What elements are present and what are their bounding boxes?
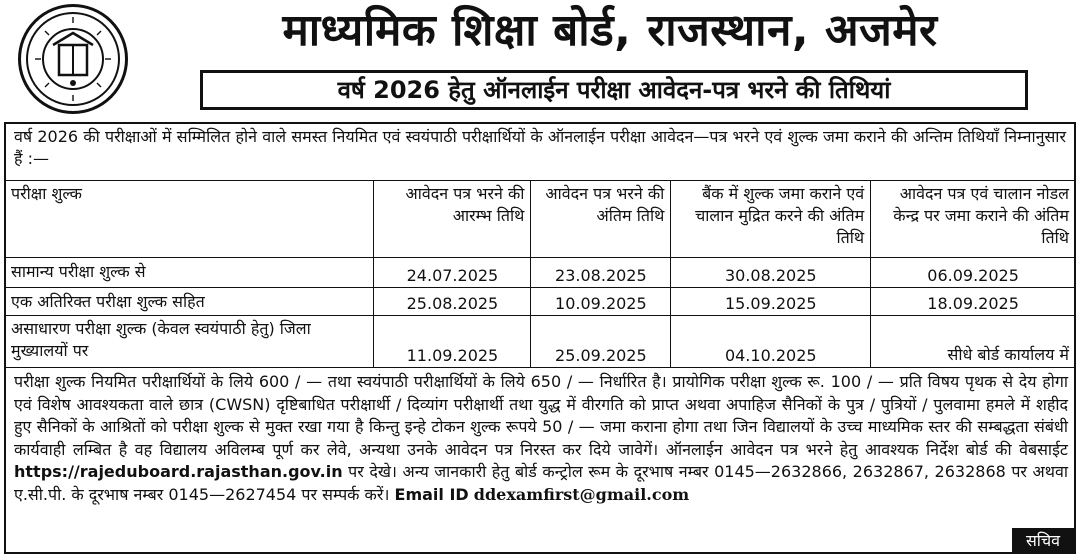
email-label: Email ID [394,484,469,504]
notice-subtitle: वर्ष 2026 हेतु ऑनलाईन परीक्षा आवेदन-पत्र भरने की तिथियां [200,70,1028,110]
column-header-nodal-date: आवेदन पत्र एवं चालान नोडल केन्द्र पर जमा कराने की अंतिम तिथि [871,181,1076,258]
table-cell: 15.09.2025 [671,288,871,316]
fee-notes [14,371,1068,506]
table-row [5,316,1076,368]
table-cell: 11.09.2025 [374,316,531,368]
column-header-start-date: आवेदन पत्र भरने की आरम्भ तिथि [374,181,531,258]
notice-header [0,0,1080,118]
table-row [5,258,1076,288]
table-row [5,288,1076,316]
email-link[interactable]: ddexamfirst@gmail.com [473,484,690,504]
signature-badge: सचिव [1012,528,1074,554]
table-cell: सीधे बोर्ड कार्यालय में [871,316,1076,368]
table-cell: 18.09.2025 [871,288,1076,316]
table-cell: 06.09.2025 [871,258,1076,288]
row-label: एक अतिरिक्त परीक्षा शुल्क सहित [5,288,374,316]
board-seal-icon [18,4,128,114]
contact-text: पर देखे। अन्य जानकारी हेतु बोर्ड कन्ट्रोल रूम के दूरभाष नम्बर 0145—2632866, 2632867, 2632868 पर अथवा ए.सी.पी. के दूरभाष नम्बर 0145—2627454 पर सम्पर्क करें। [14,462,1068,504]
column-header-fee: परीक्षा शुल्क [5,181,374,258]
table-cell: 23.08.2025 [531,258,671,288]
column-header-last-date: आवेदन पत्र भरने की अंतिम तिथि [531,181,671,258]
fee-notes-text: परीक्षा शुल्क नियमित परीक्षार्थियों के लिये 600 / — तथा स्वयंपाठी परीक्षार्थियों के लिये 650 / — निर्धारित है। प्रायोगिक परीक्षा शुल्क रू. 100 / — प्रति विषय पृथक से देय होगा एवं विशेष आवश्यकता वाले छात्र (CWSN) दृष्टिबाधित परीक्षार्थी / दिव्यांग परीक्षार्थी तथा युद्ध में वीरगति को प्राप्त अथवा अपाहिज सैनिकों के पुत्र / पुत्रियों / पुलवामा हमले में शहीद हुए सैनिकों के आश्रितों को परीक्षा शुल्क से मुक्त रखा गया है किन्तु इन्हे टोकन शुल्क रूपये 50 / — जमा कराना होगा तथा जिन विद्यालयों के उच्च माध्यमिक स्तर की सम्बद्धता संबंधी कार्यवाही लम्बित है वह विद्यालय अविलम्ब पूर्ण कर लेवे, अन्यथा उनके आवेदन पत्र निरस्त कर दिये जावेगें। ऑनलाईन आवेदन पत्र भरने हेतु आवश्यक निर्देश बोर्ड की वेबसाईट [14,372,1068,459]
table-cell: 10.09.2025 [531,288,671,316]
row-label: असाधारण परीक्षा शुल्क (केवल स्वयंपाठी हेतु) जिला मुख्यालयों पर [5,316,374,368]
table-cell: 25.08.2025 [374,288,531,316]
column-header-bank-date: बैंक में शुल्क जमा कराने एवं चालान मुद्रित करने की अंतिम तिथि [671,181,871,258]
row-label: सामान्य परीक्षा शुल्क से [5,258,374,288]
table-cell: 04.10.2025 [671,316,871,368]
dates-table [4,180,1076,368]
table-header-row [5,181,1076,258]
board-website-link[interactable]: https://rajeduboard.rajasthan.gov.in [14,462,343,481]
table-cell: 30.08.2025 [671,258,871,288]
table-cell: 25.09.2025 [531,316,671,368]
intro-paragraph: वर्ष 2026 की परीक्षाओं में सम्मिलित होने वाले समस्त नियमित एवं स्वयंपाठी परीक्षार्थियों के ऑनलाईन परीक्षा आवेदन—पत्र भरने एवं शुल्क जमा कराने की अन्तिम तिथियाँ निम्नानुसार हैं :— [14,127,1066,168]
board-title: माध्यमिक शिक्षा बोर्ड, राजस्थान, अजमेर [282,5,938,56]
table-cell: 24.07.2025 [374,258,531,288]
